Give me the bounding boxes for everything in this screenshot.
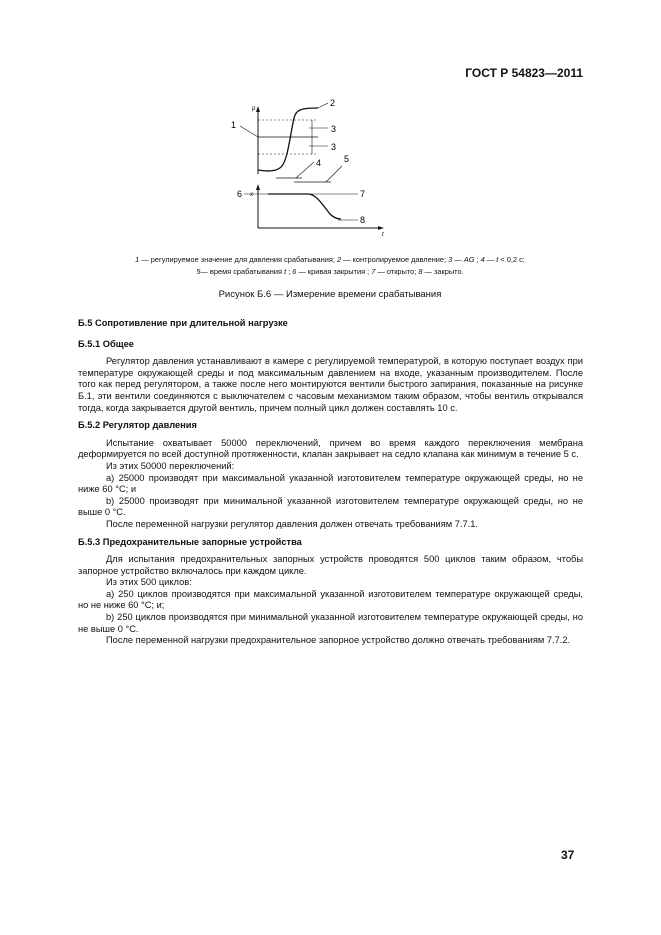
leader-1 [240,126,258,137]
leader-2 [318,103,328,108]
legend-text: ; [286,267,293,276]
paragraph: Регулятор давления устанавливают в камере с регулируемой температурой, в которую поступает воздух при температуре окружающей среды и под максимальным давлением на входе, указанным производителем. После того как перед регулятором, а также после него монтируются вентили быстрого запирания, показанные на рисунке Б.1, эти вентили соединяются с выключателем с часовым механизмом таким образом, чтобы вентиль открывался тогда, когда закрывается другой вентиль, причем полный цикл должен составлять 10 с. [78,356,583,413]
subsection-heading: Б.5.1 Общее [78,338,134,349]
paragraph: После переменной нагрузки предохранительное запорное устройство должно отвечать требованиям 7.7.2. [106,635,571,646]
legend-text: < 0,2 с; [498,255,525,264]
callout-3b: 3 [331,142,337,152]
pressure-curve [258,108,318,171]
legend-symbol: t [496,255,499,264]
legend-num: 1 [135,255,140,264]
x-axis-arrow [256,184,260,190]
legend-num: 6 [292,267,297,276]
callout-4: 4 [316,158,322,168]
subsection-heading: Б.5.2 Регулятор давления [78,420,197,431]
paragraph: Из этих 500 циклов: [106,577,192,588]
legend-line-2 [80,266,580,278]
paragraph: Из этих 50000 переключений: [106,460,235,471]
legend-line-1 [80,254,580,266]
legend-text: — регулируемое значение для давления срабатывания; [139,255,337,264]
body-text [78,318,583,647]
legend-symbol: AG [463,255,475,264]
x-axis-label: x [250,192,253,198]
legend-num: 8 [418,267,423,276]
leader-4 [296,162,314,178]
paragraph: Для испытания предохранительных запорных устройств проводятся 500 циклов таким образом, чтобы запорное устройство включалось при каждом цикле. [78,554,583,576]
list-item: b) 25000 производят при минимальной указанной изготовителем температуре окружающей среды, но не выше 0 °C. [78,495,583,518]
callout-8: 8 [360,215,366,225]
time-axis-label: t [382,232,384,238]
legend-text: — открыто; [375,267,419,276]
timing-figure [228,96,398,238]
legend-text: — [484,255,497,264]
callout-5: 5 [344,154,350,164]
figure-legend [80,254,580,278]
list-item: a) 250 циклов производятся при максимальной указанной изготовителем температуре окружающей среды, но не ниже 60 °C; и; [78,588,583,611]
closing-curve [308,194,341,219]
legend-text: — время срабатывания [200,267,285,276]
legend-num: 4 [480,255,485,264]
page-number: 37 [561,848,575,862]
legend-num: 5 [196,267,201,276]
document-header: ГОСТ Р 54823—2011 [465,66,583,80]
p-axis-arrow [256,106,260,112]
callout-6: 6 [237,189,243,199]
figure-caption: Рисунок Б.6 — Измерение времени срабатывания [218,289,442,300]
callout-7: 7 [360,189,366,199]
legend-text: ; [474,255,481,264]
callout-1: 1 [231,120,237,130]
legend-text: — [452,255,464,264]
time-axis-arrow [378,226,384,230]
legend-num: 3 [448,255,453,264]
section-heading: Б.5 Сопротивление при длительной нагрузке [78,318,288,328]
legend-symbol: t [284,267,287,276]
list-item: b) 250 циклов производятся при минимальной указанной изготовителем температуре окружающей среды, но не выше 0 °C. [78,612,583,634]
legend-text: — закрыто. [422,267,464,276]
legend-num: 7 [371,267,376,276]
legend-num: 2 [336,255,342,264]
leader-5 [326,166,342,182]
timing-diagram [228,96,398,238]
paragraph: После переменной нагрузки регулятор давления должен отвечать требованиям 7.7.1. [106,518,479,529]
legend-text: — контролируемое давление; [341,255,449,264]
callout-3a: 3 [331,124,337,134]
paragraph: Испытание охватывает 50000 переключений, причем во время каждого переключения мембрана деформируется по всей доступной протяженности, клапан закрывает на седло клапана как минимум в течение 5 с. [78,437,583,460]
subsection-heading: Б.5.3 Предохранительные запорные устройства [78,536,302,547]
p-axis-label: p [252,106,256,112]
callout-2: 2 [330,98,336,108]
list-item: a) 25000 производят при максимальной указанной изготовителем температуре окружающей среды, но не ниже 60 °C; и [78,472,583,495]
legend-text: — кривая закрытия ; [296,267,372,276]
